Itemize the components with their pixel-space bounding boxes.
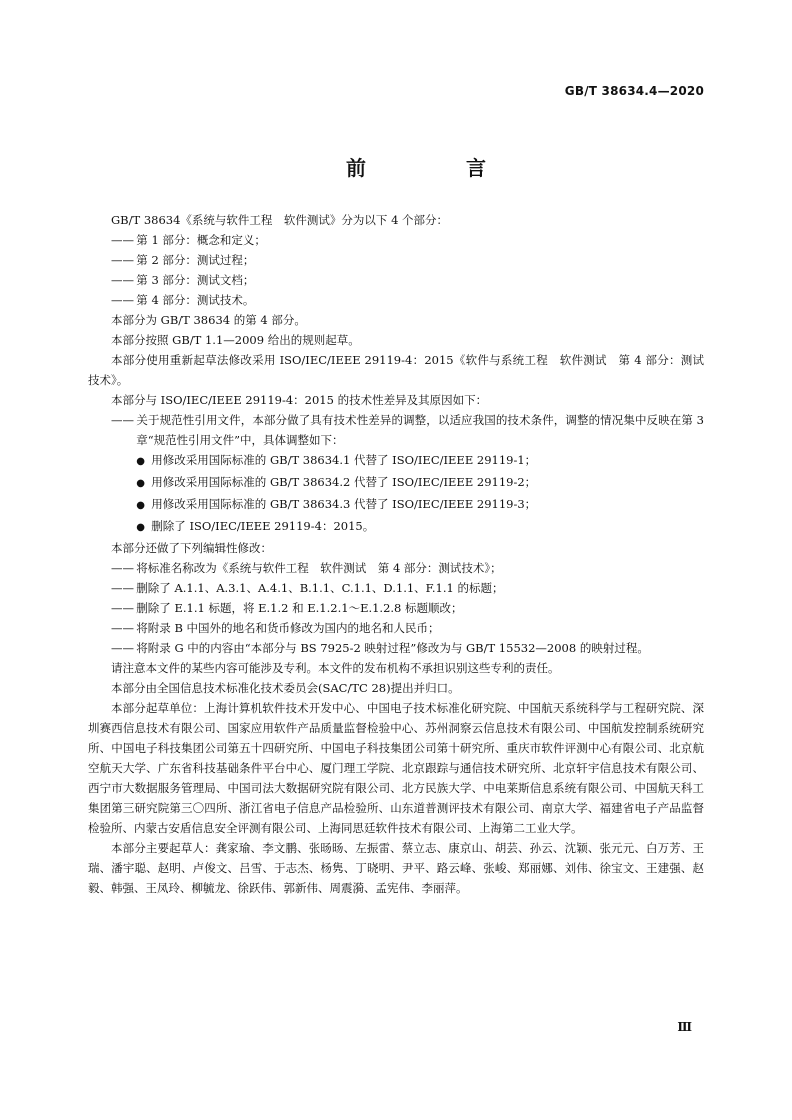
dash-mark: —— xyxy=(111,273,134,287)
dash-mark: —— xyxy=(111,621,134,635)
list-item xyxy=(88,472,704,494)
edit-item-3: 删除了 E.1.1 标题，将 E.1.2 和 E.1.2.1～E.1.2.8 标题顺改； xyxy=(136,601,463,615)
part-item-2: 第 2 部分：测试过程； xyxy=(136,253,255,267)
dash-mark: —— xyxy=(111,641,134,655)
drafters-paragraph: 本部分主要起草人：龚家瑜、李文鹏、张旸旸、左振雷、蔡立志、康京山、胡芸、孙云、沈颖、张元元、白万芳、王瑞、潘宇聪、赵明、卢俊文、吕雪、于志杰、杨隽、丁晓明、尹平、路云峰、张峻、郑丽娜、刘伟、徐宝文、王建强、赵毅、韩强、王凤玲、柳毓龙、徐跃伟、郭新伟、周震漪、孟宪伟、李丽萍。 xyxy=(88,841,704,895)
part-item-4: 第 4 部分：测试技术。 xyxy=(136,293,255,307)
bullet-item-4: 删除了 ISO/IEC/IEEE 29119-4：2015。 xyxy=(151,519,375,533)
patent-paragraph: 请注意本文件的某些内容可能涉及专利。本文件的发布机构不承担识别这些专利的责任。 xyxy=(111,661,560,675)
standard-code: GB/T 38634.4—2020 xyxy=(564,84,704,98)
list-item xyxy=(88,250,704,270)
page-title: 前 言 xyxy=(346,156,526,180)
editorial-paragraph: 本部分还做了下列编辑性修改： xyxy=(111,541,272,555)
edit-item-4: 将附录 B 中国外的地名和货币修改为国内的地名和人民币； xyxy=(136,621,440,635)
differences-item: 关于规范性引用文件，本部分做了具有技术性差异的调整，以适应我国的技术条件，调整的情况集中反映在第 3 章“规范性引用文件”中，具体调整如下： xyxy=(136,413,704,447)
bullet-mark: ● xyxy=(136,478,146,489)
bullet-item-1: 用修改采用国际标准的 GB/T 38634.1 代替了 ISO/IEC/IEEE 29119-1； xyxy=(151,453,537,467)
edit-item-1: 将标准名称改为《系统与软件工程 软件测试 第 4 部分：测试技术》； xyxy=(136,561,502,575)
list-item xyxy=(88,290,704,310)
edit-item-5: 将附录 G 中的内容由“本部分与 BS 7925-2 映射过程”修改为与 GB/T 15532—2008 的映射过程。 xyxy=(136,641,649,655)
adoption-paragraph: 本部分使用重新起草法修改采用 ISO/IEC/IEEE 29119-4：2015《软件与系统工程 软件测试 第 4 部分：测试技术》。 xyxy=(88,353,704,387)
dash-mark: —— xyxy=(111,413,134,427)
dash-mark: —— xyxy=(111,561,134,575)
proposer-paragraph: 本部分由全国信息技术标准化技术委员会(SAC/TC 28)提出并归口。 xyxy=(111,681,460,695)
list-item xyxy=(88,558,704,578)
list-item xyxy=(88,578,704,598)
dash-mark: —— xyxy=(111,293,134,307)
list-item xyxy=(88,516,704,538)
document-body xyxy=(88,210,704,898)
list-item xyxy=(88,230,704,250)
list-item xyxy=(88,618,704,638)
drafting-units-paragraph: 本部分起草单位：上海计算机软件技术开发中心、中国电子技术标准化研究院、中国航天系统科学与工程研究院、深圳赛西信息技术有限公司、国家应用软件产品质量监督检验中心、苏州洞察云信息技术有限公司、中国航发控制系统研究所、中国电子科技集团公司第五十四研究所、中国电子科技集团公司第十研究所、重庆市软件评测中心有限公司、北京航空航天大学、广东省科技基础条件平台中心、厦门理工学院、北京跟踪与通信技术研究所、北京轩宇信息技术有限公司、西宁市大数据服务管理局、中国司法大数据研究院有限公司、北方民族大学、中电莱斯信息系统有限公司、中国航天科工集团第三研究院第三〇四所、浙江省电子信息产品检验所、山东道普测评技术有限公司、南京大学、福建省电子产品监督检验所、内蒙古安盾信息安全评测有限公司、上海同思廷软件技术有限公司、上海第二工业大学。 xyxy=(88,701,704,835)
list-item xyxy=(88,450,704,472)
differences-paragraph: 本部分与 ISO/IEC/IEEE 29119-4：2015 的技术性差异及其原因如下： xyxy=(111,393,488,407)
part-item-1: 第 1 部分：概念和定义； xyxy=(136,233,266,247)
dash-mark: —— xyxy=(111,581,134,595)
bullet-mark: ● xyxy=(136,456,146,467)
dash-mark: —— xyxy=(111,233,134,247)
intro-paragraph: GB/T 38634《系统与软件工程 软件测试》分为以下 4 个部分： xyxy=(111,213,449,227)
part-paragraph: 本部分为 GB/T 38634 的第 4 部分。 xyxy=(111,313,306,327)
part-item-3: 第 3 部分：测试文档； xyxy=(136,273,255,287)
dash-mark: —— xyxy=(111,253,134,267)
bullet-item-2: 用修改采用国际标准的 GB/T 38634.2 代替了 ISO/IEC/IEEE 29119-2； xyxy=(151,475,537,489)
rules-paragraph: 本部分按照 GB/T 1.1—2009 给出的规则起草。 xyxy=(111,333,360,347)
list-item xyxy=(88,270,704,290)
list-item xyxy=(88,638,704,658)
list-item xyxy=(88,598,704,618)
bullet-item-3: 用修改采用国际标准的 GB/T 38634.3 代替了 ISO/IEC/IEEE 29119-3； xyxy=(151,497,537,511)
edit-item-2: 删除了 A.1.1、A.3.1、A.4.1、B.1.1、C.1.1、D.1.1、F.1.1 的标题； xyxy=(136,581,504,595)
list-item xyxy=(88,494,704,516)
bullet-mark: ● xyxy=(136,522,146,533)
bullet-mark: ● xyxy=(136,500,146,511)
list-item xyxy=(88,410,704,450)
page-number: Ⅲ xyxy=(677,1020,692,1034)
dash-mark: —— xyxy=(111,601,134,615)
